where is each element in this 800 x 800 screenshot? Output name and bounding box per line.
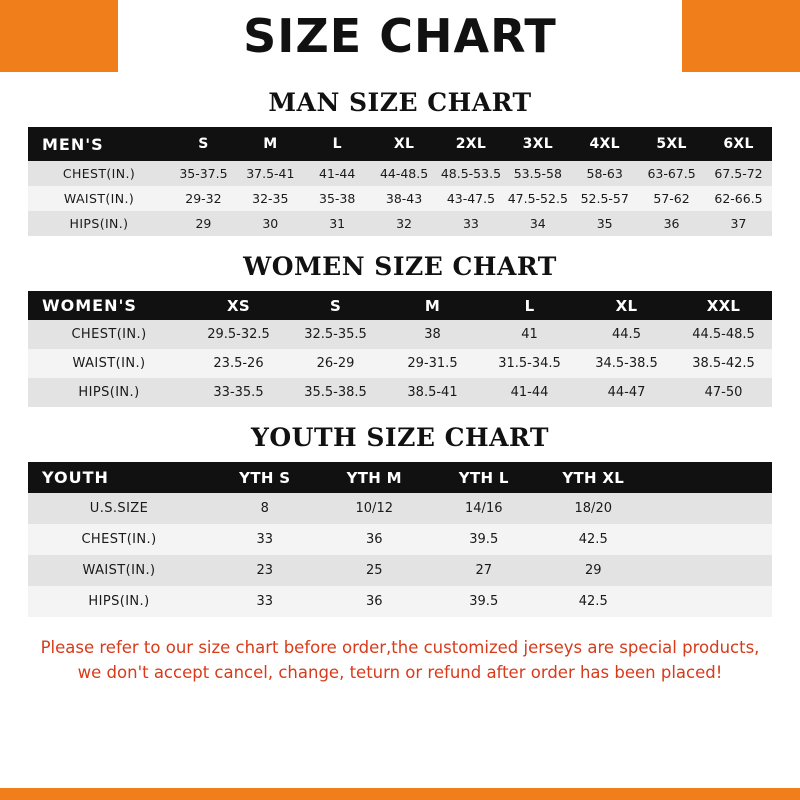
women-size-table xyxy=(28,291,772,407)
table-corner-label: MEN'S xyxy=(28,127,170,161)
cell: 35 xyxy=(571,211,638,236)
column-header-spacer xyxy=(648,462,772,493)
cell: 33 xyxy=(210,586,320,617)
cell: 38.5-41 xyxy=(384,378,481,407)
row-label: WAIST(IN.) xyxy=(28,555,210,586)
cell: 62-66.5 xyxy=(705,186,772,211)
footer-note xyxy=(20,635,780,685)
cell: 32-35 xyxy=(237,186,304,211)
cell: 41 xyxy=(481,320,578,349)
cell: 33 xyxy=(210,524,320,555)
table-row xyxy=(28,161,772,186)
youth-size-table xyxy=(28,462,772,617)
row-label: WAIST(IN.) xyxy=(28,186,170,211)
cell: 25 xyxy=(320,555,430,586)
cell: 33 xyxy=(438,211,505,236)
column-header: XXL xyxy=(675,291,772,320)
column-header: 5XL xyxy=(638,127,705,161)
row-label: HIPS(IN.) xyxy=(28,211,170,236)
cell: 31.5-34.5 xyxy=(481,349,578,378)
table-row xyxy=(28,211,772,236)
column-header: YTH L xyxy=(429,462,539,493)
cell: 57-62 xyxy=(638,186,705,211)
row-label: CHEST(IN.) xyxy=(28,524,210,555)
cell: 29 xyxy=(539,555,649,586)
column-header: M xyxy=(237,127,304,161)
cell: 29-31.5 xyxy=(384,349,481,378)
cell: 26-29 xyxy=(287,349,384,378)
cell: 67.5-72 xyxy=(705,161,772,186)
cell: 29.5-32.5 xyxy=(190,320,287,349)
header-banner xyxy=(0,0,800,72)
cell: 42.5 xyxy=(539,524,649,555)
cell: 32.5-35.5 xyxy=(287,320,384,349)
cell: 41-44 xyxy=(304,161,371,186)
cell: 35.5-38.5 xyxy=(287,378,384,407)
table-row xyxy=(28,586,772,617)
table-corner-label: WOMEN'S xyxy=(28,291,190,320)
section-women xyxy=(0,252,800,407)
section-youth xyxy=(0,423,800,617)
cell: 31 xyxy=(304,211,371,236)
cell: 38-43 xyxy=(371,186,438,211)
cell: 30 xyxy=(237,211,304,236)
men-size-table xyxy=(28,127,772,236)
cell: 52.5-57 xyxy=(571,186,638,211)
cell: 37.5-41 xyxy=(237,161,304,186)
page-title: SIZE CHART xyxy=(243,9,557,63)
column-header: L xyxy=(481,291,578,320)
table-header-row xyxy=(28,291,772,320)
cell: 35-37.5 xyxy=(170,161,237,186)
table-row xyxy=(28,493,772,524)
cell: 27 xyxy=(429,555,539,586)
cell: 44.5 xyxy=(578,320,675,349)
table-row xyxy=(28,320,772,349)
row-label: CHEST(IN.) xyxy=(28,320,190,349)
cell: 44-47 xyxy=(578,378,675,407)
footer-note-line-2: we don't accept cancel, change, teturn or refund after order has been placed! xyxy=(77,663,723,682)
column-header: YTH XL xyxy=(539,462,649,493)
cell: 43-47.5 xyxy=(438,186,505,211)
column-header: 6XL xyxy=(705,127,772,161)
cell: 33-35.5 xyxy=(190,378,287,407)
column-header: M xyxy=(384,291,481,320)
cell: 34 xyxy=(504,211,571,236)
column-header: XS xyxy=(190,291,287,320)
section-title-women: WOMEN SIZE CHART xyxy=(243,252,557,281)
cell: 29 xyxy=(170,211,237,236)
cell: 38 xyxy=(384,320,481,349)
column-header: 3XL xyxy=(504,127,571,161)
cell: 44.5-48.5 xyxy=(675,320,772,349)
column-header: 2XL xyxy=(438,127,505,161)
column-header: XL xyxy=(578,291,675,320)
section-men xyxy=(0,88,800,236)
section-title-men: MAN SIZE CHART xyxy=(268,88,532,117)
section-title-youth: YOUTH SIZE CHART xyxy=(251,423,549,452)
column-header: L xyxy=(304,127,371,161)
cell: 39.5 xyxy=(429,524,539,555)
cell: 37 xyxy=(705,211,772,236)
cell-spacer xyxy=(648,493,772,524)
cell: 10/12 xyxy=(320,493,430,524)
cell: 14/16 xyxy=(429,493,539,524)
cell: 38.5-42.5 xyxy=(675,349,772,378)
cell-spacer xyxy=(648,586,772,617)
table-header-row xyxy=(28,462,772,493)
bottom-accent-bar xyxy=(0,788,800,800)
cell: 63-67.5 xyxy=(638,161,705,186)
column-header: S xyxy=(170,127,237,161)
column-header: YTH M xyxy=(320,462,430,493)
cell: 36 xyxy=(320,524,430,555)
banner-stripe-right xyxy=(682,0,800,72)
row-label: WAIST(IN.) xyxy=(28,349,190,378)
cell: 34.5-38.5 xyxy=(578,349,675,378)
cell: 29-32 xyxy=(170,186,237,211)
table-row xyxy=(28,186,772,211)
cell-spacer xyxy=(648,524,772,555)
cell: 36 xyxy=(320,586,430,617)
column-header: XL xyxy=(371,127,438,161)
row-label: HIPS(IN.) xyxy=(28,586,210,617)
cell: 47.5-52.5 xyxy=(504,186,571,211)
cell: 42.5 xyxy=(539,586,649,617)
cell: 47-50 xyxy=(675,378,772,407)
cell: 32 xyxy=(371,211,438,236)
table-row xyxy=(28,378,772,407)
table-corner-label: YOUTH xyxy=(28,462,210,493)
cell: 41-44 xyxy=(481,378,578,407)
cell: 18/20 xyxy=(539,493,649,524)
cell-spacer xyxy=(648,555,772,586)
row-label: CHEST(IN.) xyxy=(28,161,170,186)
table-row xyxy=(28,524,772,555)
cell: 58-63 xyxy=(571,161,638,186)
table-row xyxy=(28,555,772,586)
row-label: U.S.SIZE xyxy=(28,493,210,524)
cell: 23.5-26 xyxy=(190,349,287,378)
cell: 53.5-58 xyxy=(504,161,571,186)
banner-stripe-left xyxy=(0,0,118,72)
cell: 39.5 xyxy=(429,586,539,617)
cell: 48.5-53.5 xyxy=(438,161,505,186)
cell: 8 xyxy=(210,493,320,524)
column-header: S xyxy=(287,291,384,320)
table-header-row xyxy=(28,127,772,161)
table-row xyxy=(28,349,772,378)
footer-note-line-1: Please refer to our size chart before order,the customized jerseys are special products, xyxy=(40,638,760,657)
column-header: 4XL xyxy=(571,127,638,161)
row-label: HIPS(IN.) xyxy=(28,378,190,407)
cell: 44-48.5 xyxy=(371,161,438,186)
cell: 36 xyxy=(638,211,705,236)
column-header: YTH S xyxy=(210,462,320,493)
cell: 35-38 xyxy=(304,186,371,211)
cell: 23 xyxy=(210,555,320,586)
